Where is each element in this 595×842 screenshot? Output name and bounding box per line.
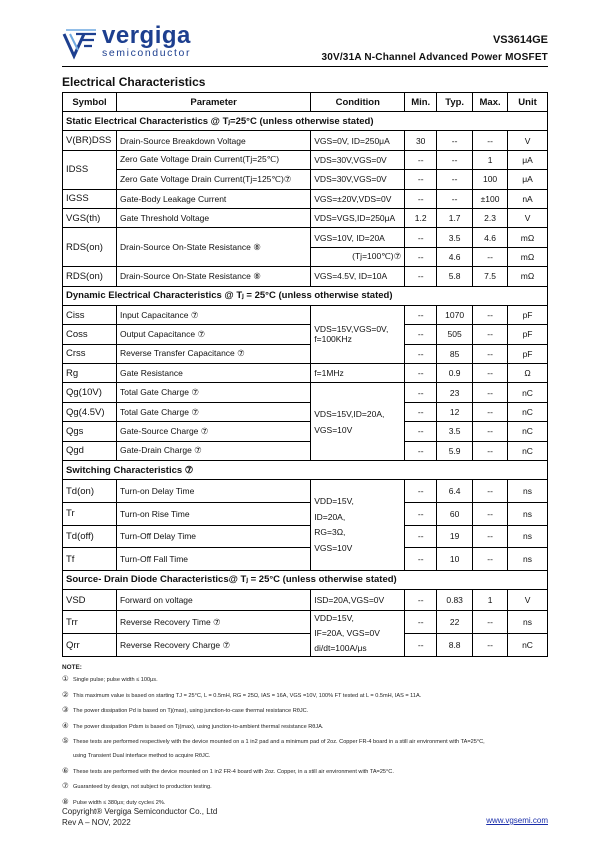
- condition-line: VGS=10V: [314, 424, 353, 435]
- page-footer: [62, 806, 217, 828]
- typ-cell: 6.4: [437, 480, 473, 503]
- revision-text: Rev A – NOV, 2022: [62, 818, 131, 827]
- min-cell: --: [405, 480, 437, 503]
- max-cell: 100: [473, 170, 508, 189]
- unit-cell: pF: [508, 305, 548, 324]
- min-cell: --: [405, 364, 437, 383]
- section-header-static: Static Electrical Characteristics @ Tⱼ=25°C (unless otherwise stated): [63, 112, 548, 131]
- condition-line: IF=20A, VGS=0V: [314, 628, 380, 639]
- typ-cell: --: [437, 150, 473, 169]
- note-number: ⑥: [62, 765, 69, 775]
- max-cell: --: [473, 525, 508, 548]
- table-row: [63, 228, 548, 247]
- condition-cell: VGS=0V, ID=250μA: [311, 131, 405, 150]
- section-title: Electrical Characteristics: [62, 75, 206, 89]
- condition-cell: [311, 305, 405, 363]
- typ-cell: 22: [437, 611, 473, 634]
- max-cell: --: [473, 402, 508, 421]
- table-row: [63, 503, 548, 526]
- symbol-cell: Rg: [63, 364, 117, 383]
- max-cell: --: [473, 611, 508, 634]
- table-row: [63, 480, 548, 503]
- parameter-cell: Gate-Drain Charge ⑦: [116, 441, 310, 460]
- parameter-cell: Drain-Source Breakdown Voltage: [116, 131, 310, 150]
- min-cell: --: [405, 228, 437, 247]
- typ-cell: 60: [437, 503, 473, 526]
- typ-cell: --: [437, 131, 473, 150]
- min-cell: --: [405, 383, 437, 402]
- part-number: VS3614GE: [492, 34, 548, 46]
- part-description: 30V/31A N-Channel Advanced Power MOSFET: [321, 52, 548, 63]
- condition-line: VGS=10V: [314, 542, 353, 553]
- table-row: [63, 590, 548, 611]
- note-text: Guaranteed by design, not subject to production testing.: [73, 784, 212, 791]
- symbol-cell: Tr: [63, 503, 117, 526]
- min-cell: --: [405, 548, 437, 571]
- max-cell: 1: [473, 590, 508, 611]
- table-row: [63, 131, 548, 150]
- min-cell: --: [405, 590, 437, 611]
- table-row: [63, 525, 548, 548]
- symbol-cell: Qgs: [63, 422, 117, 441]
- unit-cell: ns: [508, 525, 548, 548]
- symbol-cell: Td(on): [63, 480, 117, 503]
- condition-line: f=100KHz: [314, 334, 352, 345]
- unit-cell: nC: [508, 422, 548, 441]
- max-cell: 2.3: [473, 208, 508, 227]
- typ-cell: 23: [437, 383, 473, 402]
- table-row: [63, 364, 548, 383]
- note-text: These tests are performed respectively with the device mounted on a 1 in2 pad and a minimum pad of 2oz. Copper FR-4 board in a still air environment with TA=25°C,: [73, 739, 485, 746]
- note-item: [62, 779, 552, 795]
- table-row: [63, 422, 548, 441]
- col-header-symbol: Symbol: [63, 93, 117, 112]
- unit-cell: ns: [508, 548, 548, 571]
- condition-cell: VGS=4.5V, ID=10A: [311, 267, 405, 286]
- min-cell: --: [405, 247, 437, 266]
- note-item: [62, 750, 552, 764]
- table-row: [63, 548, 548, 571]
- unit-cell: Ω: [508, 364, 548, 383]
- condition-line: VDD=15V,: [314, 613, 354, 624]
- condition-line: VDS=15V,VGS=0V,: [314, 324, 389, 335]
- note-item: [62, 688, 552, 704]
- parameter-cell: Forward on voltage: [116, 590, 310, 611]
- symbol-cell: IGSS: [63, 189, 117, 208]
- note-number: ①: [62, 674, 69, 683]
- condition-line: ID=20A,: [314, 511, 346, 522]
- typ-cell: 5.8: [437, 267, 473, 286]
- typ-cell: 0.9: [437, 364, 473, 383]
- unit-cell: nC: [508, 383, 548, 402]
- min-cell: --: [405, 189, 437, 208]
- table-header-row: [63, 93, 548, 112]
- condition-cell: (Tj=100℃)⑦: [311, 247, 405, 266]
- max-cell: --: [473, 548, 508, 571]
- min-cell: --: [405, 441, 437, 460]
- table-row: [63, 267, 548, 286]
- unit-cell: V: [508, 208, 548, 227]
- table-row: [63, 611, 548, 634]
- table-row: [63, 402, 548, 421]
- condition-cell: [311, 611, 405, 657]
- min-cell: --: [405, 525, 437, 548]
- max-cell: --: [473, 503, 508, 526]
- typ-cell: --: [437, 170, 473, 189]
- typ-cell: 3.5: [437, 228, 473, 247]
- symbol-cell: Qg(4.5V): [63, 402, 117, 421]
- symbol-cell: VGS(th): [63, 208, 117, 227]
- symbol-cell: Crss: [63, 344, 117, 363]
- table-row: [63, 634, 548, 657]
- note-text: using Transient Dual interface method to acquire RθJC.: [73, 752, 211, 759]
- note-item: [62, 734, 552, 750]
- unit-cell: mΩ: [508, 267, 548, 286]
- typ-cell: 12: [437, 402, 473, 421]
- condition-line: RG=3Ω,: [314, 527, 346, 538]
- typ-cell: 1.7: [437, 208, 473, 227]
- max-cell: --: [473, 364, 508, 383]
- unit-cell: ns: [508, 503, 548, 526]
- symbol-cell: Coss: [63, 325, 117, 344]
- unit-cell: nC: [508, 634, 548, 657]
- note-item: [62, 764, 552, 780]
- note-text: This maximum value is based on starting TJ = 25°C, L = 0.5mH, RG = 25Ω, IAS = 16A, VGS =10V, 100% FT tested at L = 0.5mH, IAS = 11A.: [73, 692, 422, 699]
- max-cell: --: [473, 634, 508, 657]
- section-header-switching: Switching Characteristics ⑦: [63, 461, 548, 480]
- condition-cell: VDS=VGS,ID=250μA: [311, 208, 405, 227]
- max-cell: --: [473, 441, 508, 460]
- col-header-typ: Typ.: [437, 93, 473, 112]
- note-item: [62, 719, 552, 735]
- unit-cell: pF: [508, 344, 548, 363]
- note-text: These tests are performed with the device mounted on 1 in2 FR-4 board with 2oz. Copper, in a still air environment with TA=25°C.: [73, 768, 394, 775]
- parameter-cell: Input Capacitance ⑦: [116, 305, 310, 324]
- min-cell: --: [405, 634, 437, 657]
- unit-cell: V: [508, 131, 548, 150]
- header-divider: [62, 66, 548, 67]
- table-row: [63, 344, 548, 363]
- typ-cell: 19: [437, 525, 473, 548]
- unit-cell: V: [508, 590, 548, 611]
- parameter-cell: Total Gate Charge ⑦: [116, 402, 310, 421]
- note-number: ②: [62, 689, 69, 699]
- typ-cell: 4.6: [437, 247, 473, 266]
- unit-cell: nC: [508, 441, 548, 460]
- typ-cell: 505: [437, 325, 473, 344]
- parameter-cell: Drain-Source On-State Resistance ⑧: [116, 228, 310, 267]
- parameter-cell: Gate Resistance: [116, 364, 310, 383]
- condition-cell: VGS=±20V,VDS=0V: [311, 189, 405, 208]
- parameter-cell: Zero Gate Voltage Drain Current(Tj=125℃)⑦: [116, 170, 310, 189]
- unit-cell: pF: [508, 325, 548, 344]
- condition-cell: VDS=30V,VGS=0V: [311, 150, 405, 169]
- min-cell: --: [405, 611, 437, 634]
- max-cell: --: [473, 422, 508, 441]
- symbol-cell: Ciss: [63, 305, 117, 324]
- parameter-cell: Gate-Source Charge ⑦: [116, 422, 310, 441]
- parameter-cell: Output Capacitance ⑦: [116, 325, 310, 344]
- table-row: [63, 208, 548, 227]
- col-header-max: Max.: [473, 93, 508, 112]
- table-row: [63, 150, 548, 169]
- max-cell: --: [473, 480, 508, 503]
- note-number: ⑤: [62, 736, 69, 746]
- page-header: [62, 22, 548, 68]
- section-header-dynamic: Dynamic Electrical Characteristics @ Tⱼ = 25°C (unless otherwise stated): [63, 286, 548, 305]
- max-cell: --: [473, 344, 508, 363]
- parameter-cell: Gate Threshold Voltage: [116, 208, 310, 227]
- max-cell: 1: [473, 150, 508, 169]
- max-cell: --: [473, 131, 508, 150]
- condition-line: VDD=15V,: [314, 496, 354, 507]
- notes-title: NOTE:: [62, 664, 82, 671]
- condition-cell: f=1MHz: [311, 364, 405, 383]
- parameter-cell: Drain-Source On-State Resistance ⑧: [116, 267, 310, 286]
- parameter-cell: Reverse Recovery Time ⑦: [116, 611, 310, 634]
- symbol-cell: Qgd: [63, 441, 117, 460]
- typ-cell: 0.83: [437, 590, 473, 611]
- max-cell: ±100: [473, 189, 508, 208]
- table-row: [63, 189, 548, 208]
- note-text: The power dissipation Pdsm is based on Tj(max), using junction-to-ambient thermal resistance RθJA.: [73, 723, 324, 730]
- typ-cell: 1070: [437, 305, 473, 324]
- unit-cell: mΩ: [508, 247, 548, 266]
- col-header-min: Min.: [405, 93, 437, 112]
- typ-cell: --: [437, 189, 473, 208]
- typ-cell: 85: [437, 344, 473, 363]
- table-row: [63, 325, 548, 344]
- unit-cell: ns: [508, 611, 548, 634]
- max-cell: --: [473, 305, 508, 324]
- symbol-cell: RDS(on): [63, 267, 117, 286]
- symbol-cell: RDS(on): [63, 228, 117, 267]
- condition-line: VDS=15V,ID=20A,: [314, 408, 385, 419]
- min-cell: --: [405, 402, 437, 421]
- symbol-cell: Qrr: [63, 634, 117, 657]
- parameter-cell: Total Gate Charge ⑦: [116, 383, 310, 402]
- symbol-cell: V(BR)DSS: [63, 131, 117, 150]
- company-logo: [62, 22, 212, 62]
- table-row: [63, 305, 548, 324]
- unit-cell: nA: [508, 189, 548, 208]
- note-number: ⑧: [62, 796, 69, 806]
- max-cell: --: [473, 325, 508, 344]
- parameter-cell: Gate-Body Leakage Current: [116, 189, 310, 208]
- unit-cell: μA: [508, 150, 548, 169]
- condition-cell: [311, 383, 405, 461]
- logo-wordmark: vergiga: [102, 22, 191, 49]
- condition-cell: VGS=10V, ID=20A: [311, 228, 405, 247]
- parameter-cell: Reverse Recovery Charge ⑦: [116, 634, 310, 657]
- typ-cell: 8.8: [437, 634, 473, 657]
- logo-subtitle: semiconductor: [102, 47, 192, 59]
- min-cell: --: [405, 325, 437, 344]
- min-cell: 1.2: [405, 208, 437, 227]
- symbol-cell: Td(off): [63, 525, 117, 548]
- typ-cell: 3.5: [437, 422, 473, 441]
- typ-cell: 10: [437, 548, 473, 571]
- typ-cell: 5.9: [437, 441, 473, 460]
- symbol-cell: VSD: [63, 590, 117, 611]
- note-number: ④: [62, 720, 69, 730]
- min-cell: --: [405, 150, 437, 169]
- min-cell: --: [405, 344, 437, 363]
- parameter-cell: Turn-on Rise Time: [116, 503, 310, 526]
- max-cell: --: [473, 383, 508, 402]
- max-cell: --: [473, 247, 508, 266]
- condition-cell: ISD=20A,VGS=0V: [311, 590, 405, 611]
- col-header-unit: Unit: [508, 93, 548, 112]
- note-text: Single pulse; pulse width ≤ 100μs.: [73, 677, 158, 683]
- electrical-characteristics-table: [62, 92, 548, 657]
- notes-section: [62, 663, 552, 810]
- section-header-diode: Source- Drain Diode Characteristics@ Tⱼ = 25°C (unless otherwise stated): [63, 570, 548, 589]
- unit-cell: μA: [508, 170, 548, 189]
- parameter-cell: Turn-Off Fall Time: [116, 548, 310, 571]
- symbol-cell: IDSS: [63, 150, 117, 189]
- min-cell: --: [405, 267, 437, 286]
- parameter-cell: Turn-Off Delay Time: [116, 525, 310, 548]
- table-row: [63, 170, 548, 189]
- note-item: [62, 672, 552, 688]
- max-cell: 7.5: [473, 267, 508, 286]
- condition-cell: VDS=30V,VGS=0V: [311, 170, 405, 189]
- min-cell: 30: [405, 131, 437, 150]
- parameter-cell: Reverse Transfer Capacitance ⑦: [116, 344, 310, 363]
- note-number: ③: [62, 705, 69, 715]
- table-row: [63, 441, 548, 460]
- min-cell: --: [405, 305, 437, 324]
- col-header-condition: Condition: [311, 93, 405, 112]
- note-number: ⑦: [62, 781, 69, 791]
- parameter-cell: Zero Gate Voltage Drain Current(Tj=25℃): [116, 150, 310, 169]
- symbol-cell: Tf: [63, 548, 117, 571]
- symbol-cell: Qg(10V): [63, 383, 117, 402]
- note-text: Pulse width ≤ 380μs; duty cycle≤ 2%.: [73, 799, 166, 806]
- note-text: The power dissipation Pd is based on Tj(max), using junction-to-case thermal resistance RθJC.: [73, 708, 309, 715]
- max-cell: 4.6: [473, 228, 508, 247]
- condition-line: di/dt=100A/μs: [314, 643, 367, 654]
- unit-cell: mΩ: [508, 228, 548, 247]
- min-cell: --: [405, 503, 437, 526]
- parameter-cell: Turn-on Delay Time: [116, 480, 310, 503]
- unit-cell: nC: [508, 402, 548, 421]
- copyright-text: Copyright® Vergiga Semiconductor Co., Ltd: [62, 807, 218, 816]
- col-header-parameter: Parameter: [116, 93, 310, 112]
- note-item: [62, 703, 552, 719]
- symbol-cell: Trr: [63, 611, 117, 634]
- logo-mark-icon: [62, 28, 98, 60]
- min-cell: --: [405, 170, 437, 189]
- website-link[interactable]: www.vgsemi.com: [486, 816, 548, 825]
- condition-cell: [311, 480, 405, 570]
- table-row: [63, 383, 548, 402]
- min-cell: --: [405, 422, 437, 441]
- unit-cell: ns: [508, 480, 548, 503]
